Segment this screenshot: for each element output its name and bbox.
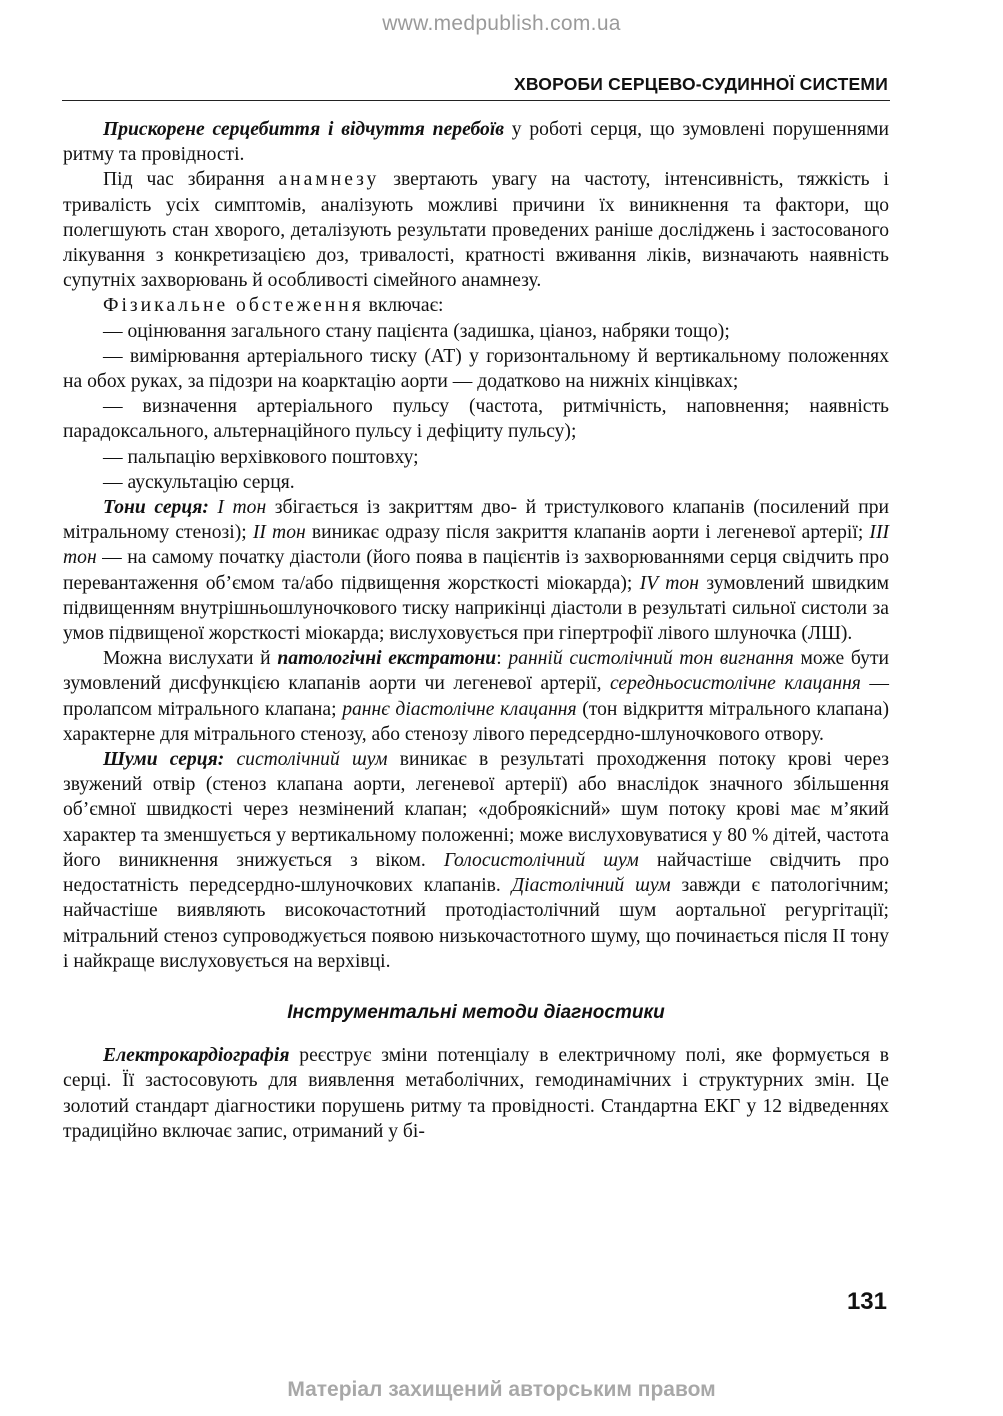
term-palpitations: Прискорене серцебиття і відчуття перебоїв [103,119,505,140]
bullet-item: — вимірювання артеріального тиску (АТ) у горизонтальному й вертикальному положеннях на обох руках, за підозри на коарктацію аорти — додатково на нижніх кінцівках; [63,345,889,393]
paragraph-text: — пролапсом мітрального клапана; [63,673,890,720]
paragraph-text: виникає одразу після закриття клапанів аорти і легеневої артерії; [305,522,864,544]
paragraph-text: включає: [363,295,444,317]
paragraph-physical-exam [63,293,889,318]
term-first-sound: I тон [208,497,267,519]
paragraph-text: — на самому початку діастоли (його поява в пацієнтів із захворюваннями серця свідчить про перевантаження об’ємом та/або підвищення жорсткості міокарда); [63,547,889,594]
paragraph-text: завжди є патологічним; найчастіше виявляють високочастотний протодіастолічний шум аортальної регургітації; мітральний стеноз супроводжується появою низькочастотного шуму, що починається після II тону і найкраще вислуховується на верхівці. [63,875,889,972]
term-second-sound: II тон [246,522,306,544]
paragraph-anamnesis [63,167,889,293]
spaced-term-physical-exam: Фізикальне обстеження [103,295,364,317]
term-fourth-sound: IV тон [632,572,699,594]
paragraph-text: : [496,648,509,670]
bullet-item: — оцінювання загального стану пацієнта (задишка, ціаноз, набряки тощо); [103,320,730,342]
paragraph-text: Можна вислухати й [103,648,278,670]
paragraph-text: звертають увагу на частоту, інтенсивність, тяжкість і тривалість усіх симптомів, аналізують можливі причини їх виникнення та фактори, що полегшують стан хворого, деталізують результати проведених раніше досліджень і застосованого лікування з конкретизацією доз, тривалості, кратності вживання ліків, визначають наявність супутніх захворювань й особливості сімейного анамнезу. [63,169,889,292]
paragraph-text: (тон відкриття мітрального клапана) характерне для мітрального стенозу, або стенозу лівого передсердно-шлуночкового отвору. [63,698,889,745]
paragraph-palpitations [63,117,889,167]
running-header-title: ХВОРОБИ СЕРЦЕВО-СУДИННОЇ СИСТЕМИ [513,74,888,94]
bullet-item: — пальпацію верхівкового поштовху; [103,446,419,468]
paragraph-text: може бути зумовлений дисфункцією клапанів аорти чи легеневої артерії, [63,648,889,695]
paragraph-heart-sounds [63,495,889,646]
paragraph-text: у роботі серця, що зумовлені порушеннями ритму та провідності. [63,119,889,166]
term-early-ejection-sound: ранній систолічний тон вигнання [508,648,794,670]
term-third-sound: III тон [63,522,889,569]
bullet-item: — визначення артеріального пульсу (частота, ритмічність, наповнення; наявність парадоксального, альтернаційного пульсу і дефіциту пульсу); [63,396,889,443]
paragraph-text: найчастіше свідчить про недостатність передсердно-шлуночкових клапанів. [63,849,890,897]
bullet-item: — аускультацію серця. [103,471,295,493]
spaced-term-anamnesis: анамнезу [278,169,380,191]
paragraph-text: збігається із закриттям дво- й тристулкового клапанів (посилений при мітральному стенозі); [63,497,889,544]
term-midsystolic-click: середньосистолічне клацання [609,673,861,695]
term-pathological-extra-sounds: патологічні екстратони [277,648,497,670]
term-systolic-murmur: систолічний шум [224,749,388,771]
running-header [62,72,890,101]
paragraph-text: реєструє зміни потенціалу в електричному полі, яке формується в серці. Її застосовують для виявлення метаболічних, гемодинамічних і структурних змін. Це золотий стандарт діагностики порушень ритму та провідності. Стандартна ЕКГ у 12 відведеннях традиційно включає запис, отриманий у бі- [63,1045,889,1142]
paragraph-murmurs [63,747,889,974]
term-murmurs: Шуми серця: [103,749,225,771]
site-url: www.medpublish.com.ua [382,12,621,35]
paragraph-extra-sounds [63,646,889,747]
term-heart-sounds: Тони серця: [103,497,209,519]
term-diastolic-murmur: Діастолічний шум [500,875,671,897]
term-early-diastolic-click: раннє діастолічне клацання [342,698,577,720]
copyright-watermark: Матеріал захищений авторським правом [287,1378,716,1401]
paragraph-text: зумовлений швидким підвищенням внутрішньошлуночкового тиску наприкінці діастоли в результаті сильної систоли за умов підвищеної жорсткості міокарда; вислуховується при гіпертрофії лівого шлуночка (ЛШ). [63,572,890,645]
section-heading: Інструментальні методи діагностики [287,1001,665,1023]
paragraph-ecg [63,1043,889,1144]
term-holosystolic-murmur: Голосистолічний шум [425,849,639,871]
term-electrocardiography: Електрокардіографія [103,1045,290,1067]
paragraph-text: Під час збирання [103,169,279,191]
paragraph-text: виникає в результаті проходження потоку крові через звужений отвір (стеноз клапана аорти, легеневої артерії) або внаслідок значного збільшення об’ємної швидкості через незмінений клапан; «доброякісний» шум потоку крові має м’який характер та зменшується у вертикальному положенні; може вислуховуватися у 80 % дітей, частота його виникнення знижується з віком. [63,749,889,871]
page-number: 131 [846,1288,887,1315]
page-body [63,117,889,1144]
